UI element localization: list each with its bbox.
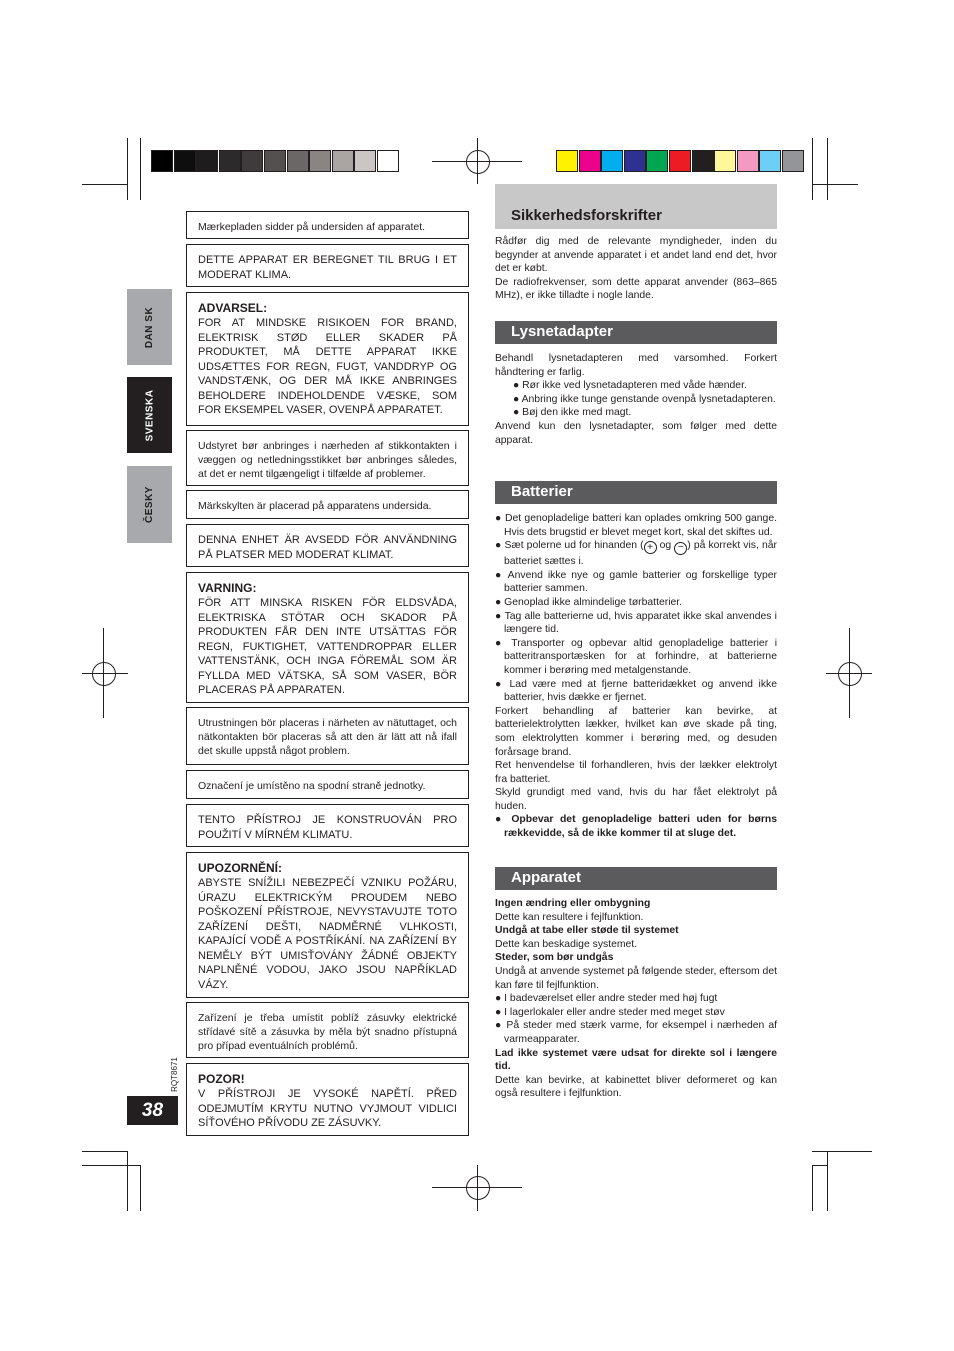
tab-svenska (127, 377, 172, 453)
color-swatch (624, 150, 646, 172)
sv-warning-title: VARNING: (198, 581, 257, 595)
list-item: ● Transporter og opbevar altid genopladelige batterier i batteritransportæsken for at forhindre, at batterierne kommer i berøring med metalgenstande. (495, 637, 777, 676)
list-item: ● På steder med stærk varme, for eksempel i nærheden af varmeapparater. (495, 1020, 777, 1045)
sv-outlet-notice: Utrustningen bör placeras i närheten av nätuttaget, och nätkontakten bör placeras så att den är lätt att nå ifall det skulle uppstå något problem. (186, 707, 469, 765)
list-item: ● Opbevar det genopladelige batteri uden for børns rækkevidde, så de ikke kommer til at sluge det. (495, 814, 777, 840)
list-item: ● Anbring ikke tunge genstande ovenpå lysnetadapteren. (513, 393, 776, 405)
cs-warning-box (186, 852, 469, 998)
adapter-heading: Lysnetadapter (495, 321, 777, 344)
list-item: ● I lagerlokaler eller andre steder med meget støv (495, 1006, 725, 1018)
cs-label-notice: Označení je umístěno na spodní straně jednotky. (186, 770, 469, 799)
cs-warning-text: ABYSTE SNÍŽILI NEBEZPEČÍ VZNIKU POŽÁRU, ÚRAZU ELEKTRICKÝM PROUDEM NEBO POŠKOZENÍ PŘÍSTROJE, NEVYSTAVUJTE TOTO ZAŘÍZENÍ DEŠTI, NADMĚRNÉ VLHKOSTI, KAPAJÍCÍ VODĚ A POSTŘÍKÁNÍ. NA ZAŘÍZENÍ BY NEMĚLY BÝT UMISŤOVÁNY ŽÁDNÉ OBJEKTY NAPLNĚNÉ VODOU, JAKO JSOU NAPŘÍKLAD VÁZY. (198, 877, 457, 991)
color-swatch (714, 150, 736, 172)
sv-climate-notice: DENNA ENHET ÄR AVSEDD FÖR ANVÄNDNING PÅ PLATSER MED MODERAT KLIMAT. (186, 524, 469, 567)
cs-outlet-notice: Zařízení je třeba umístit poblíž zásuvky elektrické střídavé sítě a zásuvka by měla být snadno přístupná pro případ eventuálních problémů. (186, 1002, 469, 1058)
tab-dansk (127, 289, 172, 365)
da-warning-box (186, 292, 469, 426)
color-swatch (196, 150, 218, 172)
da-label-notice: Mærkepladen sidder på undersiden af apparatet. (186, 211, 469, 239)
color-swatch (669, 150, 691, 172)
color-swatch (692, 150, 714, 172)
safety-section: Rådfør dig med de relevante myndigheder, inden du begynder at anvende apparatet i et andet land end det, hvor det er købt. De radiofrekvenser, som dette apparat anvender (863–865 MHz), er ikke tilladte i nogle lande. (495, 236, 777, 302)
cs-warning-title: UPOZORNĚNÍ: (198, 861, 282, 875)
cs-caution-title: POZOR! (198, 1072, 245, 1086)
list-item: ● Det genopladelige batteri kan oplades omkring 500 gange. Hvis dets brugstid er blevet meget kort, skal det skiftes ud. (495, 513, 777, 538)
color-swatch (556, 150, 578, 172)
list-item: ● Genoplad ikke almindelige tørbatterier. (495, 596, 683, 608)
list-item: ● Bøj den ikke med magt. (513, 407, 632, 419)
color-swatch (174, 150, 196, 172)
cs-caution-text: V PŘÍSTROJI JE VYSOKÉ NAPĚTÍ. PŘED ODEJMUTÍM KRYTU NUTNO VYJMOUT VIDLICI SÍŤOVÉHO PŘÍVODU ZE ZÁSUVKY. (198, 1088, 457, 1129)
device-heading: Apparatet (495, 867, 777, 890)
registration-mark-icon (92, 662, 116, 686)
color-swatch (377, 150, 399, 172)
color-swatch (737, 150, 759, 172)
da-outlet-notice: Udstyret bør anbringes i nærheden af stikkontakten i væggen og netledningsstikket bør anbringes således, at det er nemt tilgængeligt i tilfælde af problemer. (186, 430, 469, 486)
registration-mark-icon (466, 150, 490, 174)
plus-pole-icon: + (644, 541, 657, 554)
color-swatch (601, 150, 623, 172)
cs-caution-box (186, 1063, 469, 1136)
da-warning-title: ADVARSEL: (198, 301, 268, 315)
color-swatch (759, 150, 781, 172)
sv-warning-text: FÖR ATT MINSKA RISKEN FÖR ELDSVÅDA, ELEKTRISKA STÖTAR OCH SKADOR PÅ PRODUKTEN FÅR DEN INTE UTSÄTTAS FÖR REGN, FUKTIGHET, VATTENDROPPAR ELLER VATTENSTÄNK, OCH INGA FÖREMÅL SOM ÄR FYLLDA MED VÄTSKA, SÅ SOM VASER, BÖR PLACERAS PÅ APPARATEN. (198, 597, 457, 696)
sv-label-notice: Märkskylten är placerad på apparatens undersida. (186, 490, 469, 519)
model-code: RQT8671 (169, 1056, 179, 1092)
adapter-section: Behandl lysnetadapteren med varsomhed. Forkert håndtering er farlig. ● Rør ikke ved lysnetadapteren med våde hænder. ● Anbring ikke tunge genstande ovenpå lysnetadapteren. ● Bøj den ikke med magt. Anvend kun den lysnetadapter, som følger med dette apparat. (495, 353, 777, 446)
list-item: ● Tag alle batterierne ud, hvis apparatet ikke skal anvendes i længere tid. (495, 610, 777, 636)
color-swatch (782, 150, 804, 172)
device-section: Ingen ændring eller ombygning Dette kan resultere i fejlfunktion. Undgå at tabe eller støde til systemet Dette kan beskadige systemet. Steder, som bør undgås Undgå at anvende systemet på følgende steder, eftersom det kan føre til fejlfunktion. ● I badeværelset eller andre steder med høj fugt ● I lagerlokaler eller andre steder med meget støv ● På steder med stærk varme, for eksempel i nærheden af varmeapparater. Lad ikke systemet være udsat for direkte sol i længere tid. Dette kan bevirke, at kabinettet bliver deformeret og kan også resultere i fejlfunktion. (495, 898, 777, 1100)
tab-cesky (127, 466, 172, 543)
registration-mark-icon (466, 1176, 490, 1200)
da-warning-text: FOR AT MINDSKE RISIKOEN FOR BRAND, ELEKTRISK STØD ELLER SKADER PÅ PRODUKTET, MÅ DETTE APPARAT IKKE UDSÆTTES FOR REGN, FUGT, VANDDRYP OG VANDSTÆNK, OG DER MÅ IKKE ANBRINGES BEHOLDERE INDEHOLDENDE VÆSKE, SOM FOR EKSEMPEL VASER, OVENPÅ APPARATET. (198, 317, 457, 416)
color-swatch (646, 150, 668, 172)
batteries-section: ● Det genopladelige batteri kan oplades omkring 500 gange. Hvis dets brugstid er blevet meget kort, skal det skiftes ud. ● Sæt polerne ud for hinanden ( + og − ) på korrekt vis, når batteriet sættes i. ● Anvend ikke nye og gamle batterier og forskellige typer batterier sammen. ● Genoplad ikke almindelige tørbatterier. ● Tag alle batterierne ud, hvis apparatet ikke skal anvendes i længere tid. ● Transporter og opbevar altid genopladelige batterier i batteritransportæsken for at forhindre, at batterierne kommer i berøring med metalgenstande. ● Lad være med at fjerne batteridækket og anvend ikke batterier, hvis dække er fjernet. Forkert behandling af batterier kan bevirke, at batterielektrolytten lækker, hvilket kan øve skade på ting, som elektrolytten kommer i berøring med, og desuden forårsage brand. Ret henvendelse til forhandleren, hvis der lækker elektrolyt fra batteriet. Skyld grundigt med vand, hvis du har fået elektrolyt på huden. ● Opbevar det genopladelige batteri uden for børns rækkevidde, så de ikke kommer til at sluge det. (495, 513, 777, 840)
color-swatch (309, 150, 331, 172)
list-item: ● I badeværelset eller andre steder med høj fugt (495, 993, 718, 1005)
list-item: ● Lad være med at fjerne batteridækket og anvend ikke batterier, hvis dække er fjernet. (495, 678, 777, 704)
color-swatch (264, 150, 286, 172)
list-item: ● Anvend ikke nye og gamle batterier og forskellige typer batterier sammen. (495, 569, 777, 595)
color-swatch (151, 150, 173, 172)
list-item: ● Sæt polerne ud for hinanden ( + og − ) på korrekt vis, når batteriet sættes i. (495, 540, 777, 568)
safety-heading: Sikkerhedsforskrifter (495, 184, 777, 229)
minus-pole-icon: − (674, 542, 687, 555)
registration-mark-icon (838, 662, 862, 686)
sv-warning-box (186, 572, 469, 703)
color-swatch (332, 150, 354, 172)
tab-cesky-label: ČESKY (143, 486, 155, 523)
page-number: 38 (127, 1096, 178, 1125)
da-climate-notice: DETTE APPARAT ER BEREGNET TIL BRUG I ET MODERAT KLIMA. (186, 244, 469, 287)
color-swatch (241, 150, 263, 172)
batteries-heading: Batterier (495, 481, 777, 504)
color-swatch (354, 150, 376, 172)
tab-dansk-label: DAN SK (144, 306, 155, 348)
color-swatch (287, 150, 309, 172)
color-swatch (579, 150, 601, 172)
tab-svenska-label: SVENSKA (144, 389, 156, 441)
cs-climate-notice: TENTO PŘÍSTROJ JE KONSTRUOVÁN PRO POUŽITÍ V MÍRNÉM KLIMATU. (186, 804, 469, 847)
list-item: ● Rør ikke ved lysnetadapteren med våde hænder. (513, 380, 747, 392)
color-swatch (219, 150, 241, 172)
